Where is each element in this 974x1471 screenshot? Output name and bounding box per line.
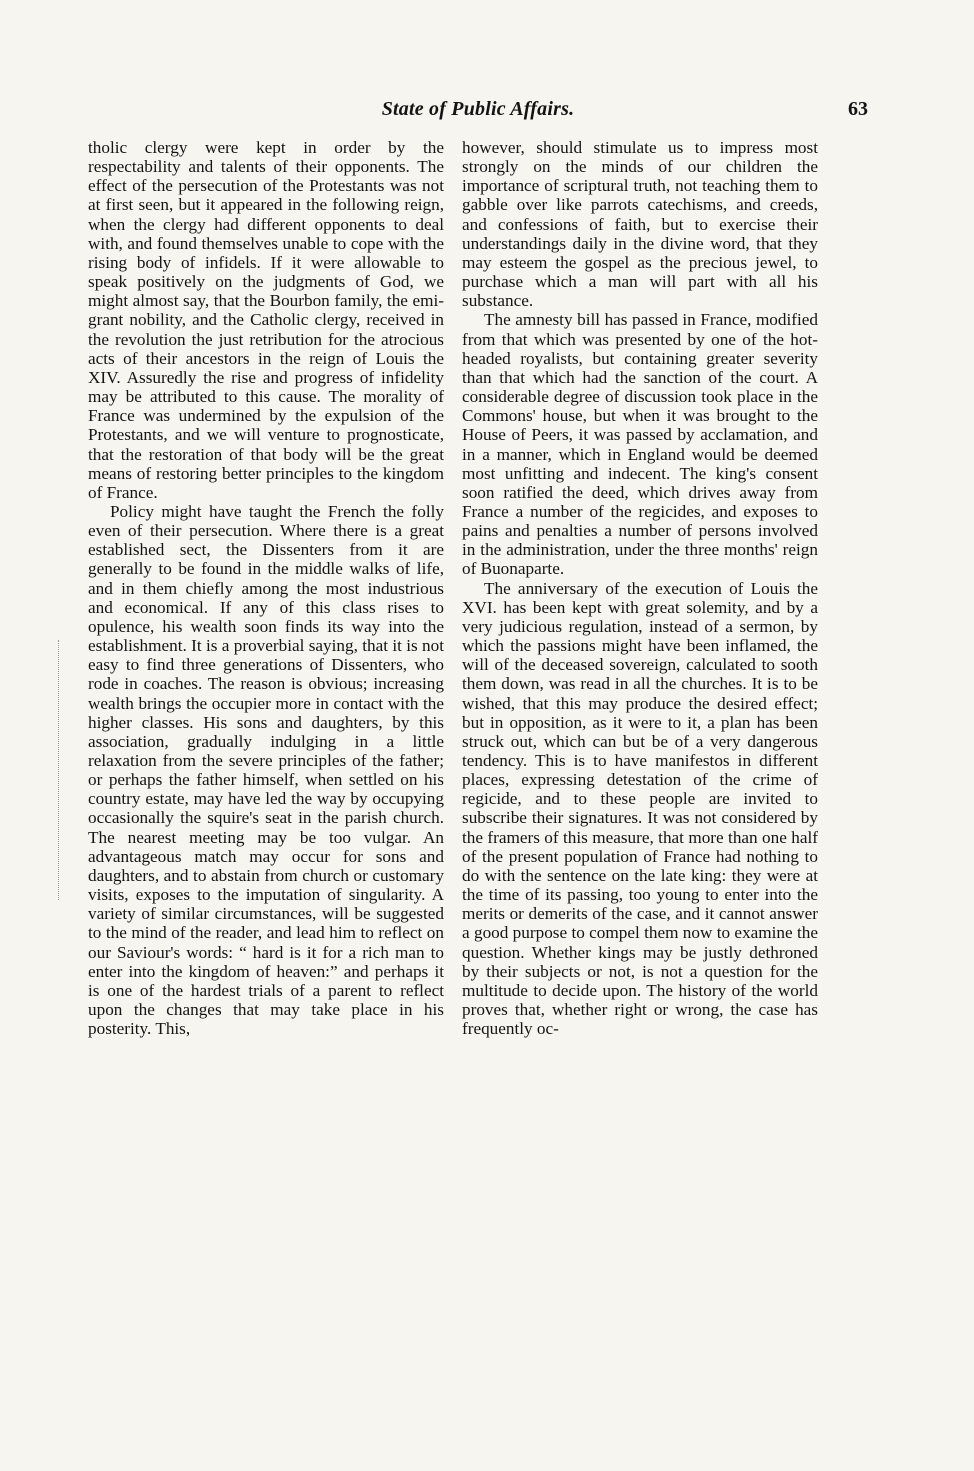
running-title: State of Public Affairs. [381,98,575,120]
page-header [88,98,868,128]
margin-marks [58,640,61,900]
paragraph: tholic clergy were kept in order by the respectability and talents of their opponents. The effect of the persecution of the Protestants was not at first seen, but it appeared in the following reign, when the clergy had different opponents to deal with, and found themselves unable to cope with the rising body of infidels. If it were allowable to speak positively on the judgments of God, we might almost say, that the Bourbon family, the emigrant nobility, and the Catholic clergy, received in the revolution the just retribution for the atrocious acts of their ancestors in the reign of Louis the XIV. Assuredly the rise and progress of infidelity may be attributed to this cause. The morality of France was undermined by the expulsion of the Protestants, and we will venture to prognosticate, that the restoration of that body will be the great means of restoring better principles to the kingdom of France. [88,138,444,502]
paragraph: however, should stimulate us to impress most strongly on the minds of our children the importance of scriptural truth, not teaching them to gabble over like parrots catechisms, and creeds, and confessions of faith, but to exercise their understandings daily in the divine word, that they may esteem the gospel as the precious jewel, to purchase which a man will part with all his substance. [462,138,818,311]
left-column [88,138,444,1038]
paragraph: The anniversary of the execution of Louis the XVI. has been kept with great solemity, and by a very judicious regulation, instead of a sermon, by which the passions might have been inflamed, the will of the deceased sovereign, calculated to sooth them down, was read in all the churches. It is to be wished, that this may produce the desired effect; but in opposition, as it were to it, a plan has been struck out, which can but be of a very dangerous tendency. This is to have manifestos in different places, expressing detestation of the crime of regicide, and to these people are invited to subscribe their signatures. It was not considered by the framers of this measure, that more than one half of the present population of France had nothing to do with the sentence on the late king: they were at the time of its passing, too young to enter into the merits or demerits of the case, and it cannot answer a good purpose to compel them now to examine the question. Whether kings may be justly dethroned by their subjects or not, is not a question for the multitude to decide upon. The history of the world proves that, whether right or wrong, the case has frequently oc- [462,578,818,1039]
paragraph: Policy might have taught the French the folly even of their persecution. Where there is a great established sect, the Dissenters from it are generally to be found in the middle walks of life, and in them chiefly among the most industrious and economical. If any of this class rises to opulence, his wealth soon finds its way into the establishment. It is a proverbial saying, that it is not easy to find three generations of Dissenters, who rode in coaches. The reason is obvious; increasing wealth brings the occupier more in contact with the higher classes. His sons and daughters, by this association, gradually indulging in a little relaxation from the severe principles of the father; or perhaps the father himself, when settled on his country estate, may have led the way by occupying occasionally the squire's seat in the parish church. The nearest meeting may be too vulgar. An advantageous match may occur for sons and daughters, and to abstain from church or customary visits, exposes to the imputation of singularity. A variety of similar circumstances, will be suggested to the mind of the reader, and lead him to reflect on our Saviour's words: “ hard is it for a rich man to enter into the kingdom of heaven:” and perhaps it is one of the hardest trials of a parent to reflect upon the changes that may take place in his posterity. This, [88,501,444,1039]
right-column [462,138,818,1038]
page-number: 63 [848,98,868,120]
paragraph: The amnesty bill has passed in France, modified from that which was presented by one of the hot-headed royalists, but containing greater severity than that which had the sanction of the court. A considerable degree of discussion took place in the Commons' house, but when it was brought to the House of Peers, it was passed by acclamation, and in a manner, which in England would be deemed most unfitting and indecent. The king's consent soon ratified the deed, which drives away from France a number of the regicides, and exposes to pains and penalties a number of persons involved in the administration, under the three months' reign of Buonaparte. [462,310,818,579]
